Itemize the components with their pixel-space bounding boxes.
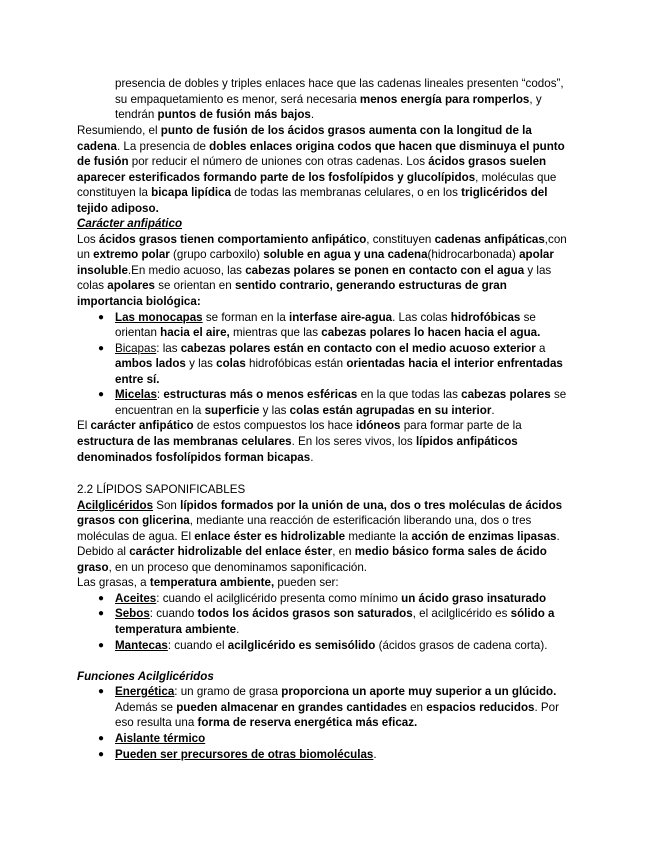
text: Debido al [77,545,130,558]
bold-text: aparecer esterificados formando parte de los fosfolípidos y glucolípidos [77,171,476,184]
text-line [77,123,532,138]
text: de todas las membranas celulares, o en los [231,186,462,199]
text: constituyen la [77,186,152,199]
bullet-icon: ● [98,593,105,604]
bold-text: enlace éster es hidrolizable [194,530,346,543]
bold-text: grasos con glicerina [77,514,190,527]
text: en la que todas las [357,388,462,401]
bold-text: cadenas anfipáticas [434,233,545,246]
bullet-icon: ● [98,343,105,354]
text: (ácidos grasos de cadena corta). [375,639,548,652]
text-line [115,356,563,371]
text: un [77,248,94,261]
text: y las [185,357,217,370]
bold-text: Las monocapas [115,311,203,324]
section-heading [77,669,214,684]
text: , en [332,545,355,558]
text-line [115,715,417,730]
bullet-icon: ● [98,640,105,651]
text-line [115,700,559,715]
bold-text: Mantecas [115,639,168,652]
bold-text: Aceites [115,592,157,605]
text-line [115,92,542,107]
bold-text: todos los ácidos grasos son saturados [197,607,413,620]
bold-text: cabezas polares [461,388,551,401]
text: mientras que las [229,326,322,339]
text-line [77,529,560,544]
text: , moléculas que [475,171,557,184]
text-line [77,513,531,528]
text-line [77,418,522,433]
bullet-icon: ● [98,686,105,697]
list-item [115,387,566,402]
text-line [77,544,547,559]
text: hidrofóbicas están [245,357,347,370]
text: . Por [534,701,559,714]
bold-text: apolares [107,279,155,292]
bold-text: punto de fusión de los ácidos grasos aumenta con la longitud de la [160,124,532,137]
bold-text: forma de reserva energética más eficaz. [197,716,418,729]
text: mediante la [345,530,412,543]
bold-text: triglicéridos del [461,186,548,199]
text: Resumiendo, el [77,124,161,137]
bold-text: Acilglicéridos [77,499,154,512]
list-item [115,684,556,699]
bold-text: hacia el aire, [160,326,230,339]
text: : cuando [149,607,198,620]
bold-text: cadena [77,140,117,153]
bold-text: Sebos [115,607,150,620]
bullet-icon: ● [98,608,105,619]
bold-text: temperatura ambiente [115,623,237,636]
bold-text: ácidos grasos tienen comportamiento anfipático [98,233,367,246]
text: .En medio acuoso, las [127,264,246,277]
text: tendrán [115,108,158,121]
text-line [77,434,518,449]
text: . [373,748,377,761]
text: Son [153,499,181,512]
bold-text: cabezas polares lo hacen hacia el agua. [321,326,541,339]
text-line [77,560,367,575]
bold-text: idóneos [356,419,401,432]
underlined-text: Bicapas [115,342,157,355]
bold-text: dobles enlaces origina codos que hacen que disminuya el punto [209,140,565,153]
text: eso resulta una [115,716,198,729]
text: . En los seres vivos, los [291,435,416,448]
text: en [406,701,427,714]
bold-text: un ácido graso insaturado [401,592,547,605]
bold-text: lípidos formados por la unión de una, dos o tres moléculas de ácidos [180,499,563,512]
text: se [550,388,567,401]
text-line [77,450,313,465]
text-line [77,185,547,200]
text-line [115,622,239,637]
bold-text: sentido contrario, generando estructuras de gran [234,279,507,292]
text-line [115,76,564,91]
text-line [77,201,159,216]
text-line [77,498,562,513]
text-line [115,107,314,122]
text-line [115,403,495,418]
list-item [115,591,546,606]
bold-text: cabezas polares se ponen en contacto con el agua [245,264,525,277]
text: pueden ser: [274,576,339,589]
list-item [115,341,545,356]
bold-text: Pueden ser precursores de otras biomoléculas [115,748,374,761]
bold-text: carácter hidrolizable del enlace éster [129,545,333,558]
text: , mediante una reacción de esterificación liberando una, dos o tres [189,514,532,527]
bold-text: graso [77,561,109,574]
list-item [115,606,554,621]
bold-text: orientadas hacia el interior enfrentadas [346,357,563,370]
heading-anfipatico: Carácter anfipático [77,217,183,230]
bold-text: espacios reducidos [426,701,535,714]
text: presencia de dobles y triples enlaces hace que las cadenas lineales presenten “codos”, [115,77,564,90]
bold-text: de fusión [77,155,129,168]
text: . Las colas [392,311,451,324]
text: . La presencia de [116,140,210,153]
section-heading [77,216,182,231]
text: , el acilglicérido es [412,607,511,620]
text: , constituyen [366,233,435,246]
bold-text: acción de enzimas lipasas [411,530,557,543]
bold-text: cabezas polares están en contacto con el medio acuoso exterior [180,342,536,355]
bold-text: puntos de fusión más bajos [157,108,311,121]
bold-text: denominados fosfolípidos forman bicapas [77,451,311,464]
text: Las grasas, a [77,576,150,589]
text: orientan [115,326,161,339]
bold-text: Micelas [115,388,157,401]
bold-text: superficie [204,404,260,417]
text: (grupo carboxilo) [169,248,264,261]
bullet-icon: ● [98,312,105,323]
text: a [535,342,546,355]
text: . [236,623,240,636]
bold-text: temperatura ambiente, [149,576,275,589]
heading-funciones: Funciones Acilglicéridos [77,670,214,683]
bold-text: interfase aire-agua [289,311,393,324]
text: ,con [544,233,567,246]
text: y las [524,264,552,277]
text: su empaquetamiento es menor, será necesaria [115,93,360,106]
text: moléculas de agua. El [77,530,195,543]
text: El [77,419,91,432]
text-line [115,325,540,340]
bold-text: acilglicérido es semisólido [227,639,376,652]
bold-text: sólido a [510,607,555,620]
text: Además se [115,701,177,714]
text: por reducir el número de uniones con otras cadenas. Los [128,155,429,168]
bold-text: carácter anfipático [90,419,194,432]
bold-text: entre sí. [115,373,160,386]
section-heading [77,482,245,497]
text-line [77,232,567,247]
text: se forman en la [202,311,289,324]
list-item [115,731,205,746]
text-line [77,278,507,293]
text: : un gramo de grasa [174,685,282,698]
bold-text: estructura de las membranas celulares [77,435,292,448]
bold-text: colas están agrupadas en su interior [289,404,492,417]
bold-text: soluble en agua y una cadena [263,248,428,261]
bold-text: estructuras más o menos esféricas [163,388,358,401]
text-line [77,139,565,154]
text: , en un proceso que denominamos saponificación. [108,561,368,574]
text: para formar parte de la [400,419,522,432]
list-item [115,747,377,762]
bullet-icon: ● [98,733,105,744]
text: y las [259,404,290,417]
bold-text: importancia biológica: [77,295,201,308]
bold-text: insoluble [77,264,128,277]
bullet-icon: ● [98,749,105,760]
bold-text: apolar [519,248,554,261]
heading-saponificables: 2.2 LÍPIDOS SAPONIFICABLES [77,483,246,496]
bold-text: menos energía para romperlos [359,93,530,106]
text-line [77,247,554,262]
bold-text: pueden almacenar en grandes cantidades [176,701,407,714]
text: . [310,108,315,121]
text: : [156,388,164,401]
bold-text: ácidos grasos suelen [428,155,547,168]
text: . [491,404,495,417]
text: encuentran en la [115,404,205,417]
bold-text: proporciona un aporte muy superior a un glúcido. [281,685,557,698]
bold-text: ambos lados [115,357,186,370]
text-line [115,372,159,387]
bold-text: hidrofóbicas [450,311,521,324]
bold-text: colas [216,357,246,370]
bold-text: extremo polar [93,248,170,261]
list-item [115,310,536,325]
list-item [115,638,547,653]
text: de estos compuestos los hace [193,419,357,432]
bold-text: Energética [115,685,175,698]
text: : las [156,342,181,355]
bold-text: lípidos anfipáticos [415,435,518,448]
bold-text: medio básico forma sales de ácido [354,545,547,558]
text: : cuando el acilglicérido presenta como mínimo [156,592,402,605]
text-line [77,294,201,309]
text: . [556,530,560,543]
text: . [310,451,314,464]
bold-text: tejido adiposo. [77,202,159,215]
bold-text: Aislante térmico [115,732,206,745]
text: se [520,311,536,324]
text-line [77,170,556,185]
bold-text: bicapa lipídica [151,186,232,199]
text-line [77,263,551,278]
text: se orientan en [155,279,235,292]
text: (hidrocarbonada) [427,248,520,261]
text-line [77,575,339,590]
text: : cuando el [167,639,228,652]
text-line [77,154,546,169]
text: Los [77,233,99,246]
text: , y [529,93,542,106]
text: colas [77,279,108,292]
bullet-icon: ● [98,389,105,400]
